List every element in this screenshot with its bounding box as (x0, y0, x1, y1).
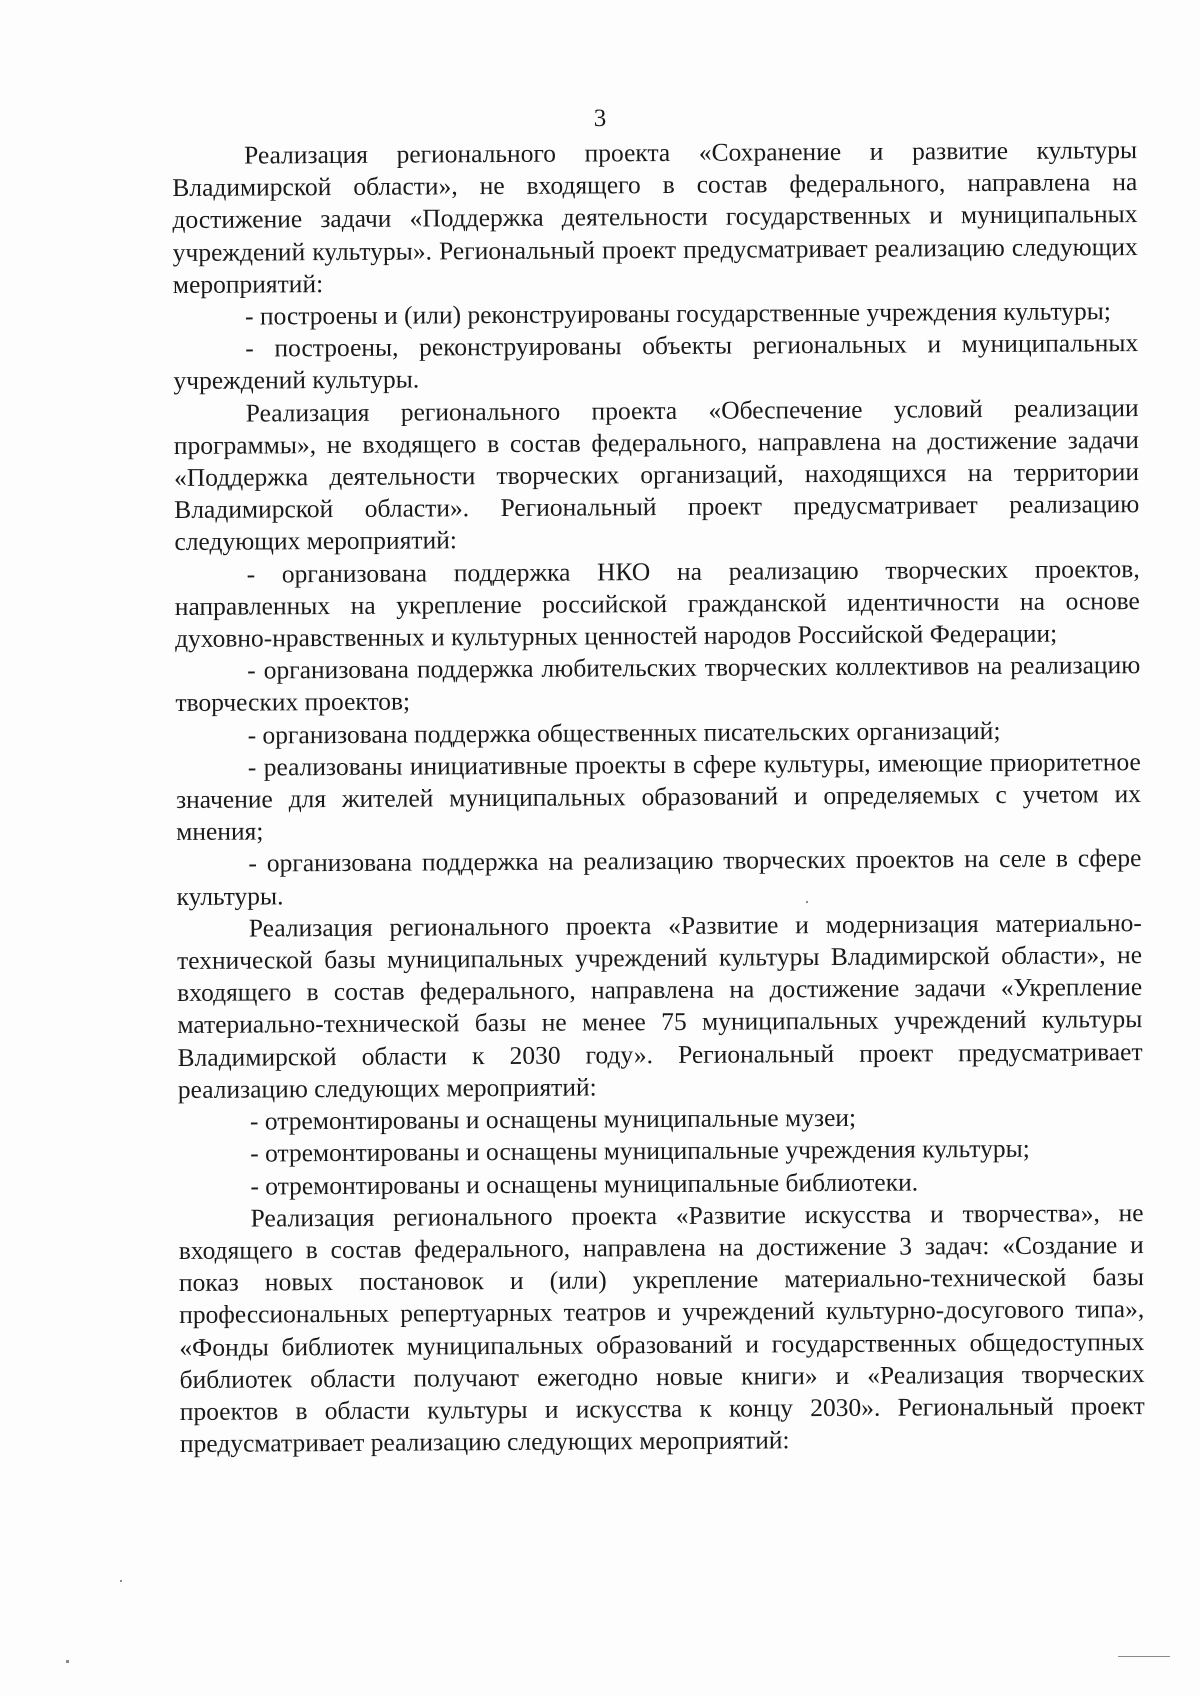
paragraph: Реализация регионального проекта «Развитие искусства и творчества», не входящего в состав федерального, направлена на достижение 3 задач: «Создание и показ новых постановок и (или) укрепление материально-технической базы профессиональных репертуарных театров и учреждений культурно-досугового типа», «Фонды библиотек муниципальных образований и государственных общедоступных библиотек области получают ежегодно новые книги» и «Реализация творческих проектов в области культуры и искусства к концу 2030». Региональный проект предусматривает реализацию следующих мероприятий: (178, 1197, 1145, 1459)
list-item: - построены и (или) реконструированы государственные учреждения культуры; (244, 296, 1112, 331)
list-item: - отремонтированы и оснащены муниципальные музеи; (249, 1102, 857, 1136)
scan-line (1118, 1656, 1170, 1657)
paragraph: Реализация регионального проекта «Развитие и модернизация материально-технической базы муниципальных учреждений культуры Владимирской области», не входящего в состав федерального, направлена на достижение задачи «Укрепление материально-технической базы не менее 75 муниципальных учреждений культуры Владимирской области к 2030 году». Региональный проект предусматривает реализацию следующих мероприятий: (176, 907, 1143, 1104)
paragraph: Реализация регионального проекта «Обеспечение условий реализации программы», не входящего в состав федерального, направлена на достижение задачи «Поддержка деятельности творческих организаций, находящихся на территории Владимирской области». Региональный проект предусматривает реализацию следующих мероприятий: (173, 392, 1140, 557)
list-item: - реализованы инициативные проекты в сфере культуры, имеющие приоритетное значение для жителей муниципальных образований и определяемых с учетом их мнения; (175, 746, 1142, 847)
list-item: - отремонтированы и оснащены муниципальные учреждения культуры; (250, 1134, 1030, 1168)
scan-speck (120, 1580, 122, 1582)
list-item: - организована поддержка НКО на реализацию творческих проектов, направленных на укрепление российской гражданской идентичности на основе духовно-нравственных и культурных ценностей народов Российской Федерации; (174, 553, 1140, 654)
list-item: - организована поддержка на реализацию творческих проектов на селе в сфере культуры. (176, 843, 1142, 911)
list-item: - отремонтированы и оснащены муниципальные библиотеки. (250, 1166, 919, 1201)
page-number: 3 (593, 105, 607, 132)
list-item: - организована поддержка общественных писательских организаций; (247, 715, 1001, 750)
list-item: - построены, реконструированы объекты региональных и муниципальных учреждений культуры. (173, 328, 1139, 396)
paragraph: Реализация регионального проекта «Сохранение и развитие культуры Владимирской области», не входящего в состав федерального, направлена на достижение задачи «Поддержка деятельности государственных и муниципальных учреждений культуры». Региональный проект предусматривает реализацию следующих мероприятий: (172, 135, 1138, 299)
scan-speck (806, 901, 808, 903)
scan-speck (66, 1660, 69, 1663)
document-body (172, 134, 1145, 1460)
list-item: - организована поддержка любительских творческих коллективов на реализацию творческих проектов; (175, 650, 1141, 718)
